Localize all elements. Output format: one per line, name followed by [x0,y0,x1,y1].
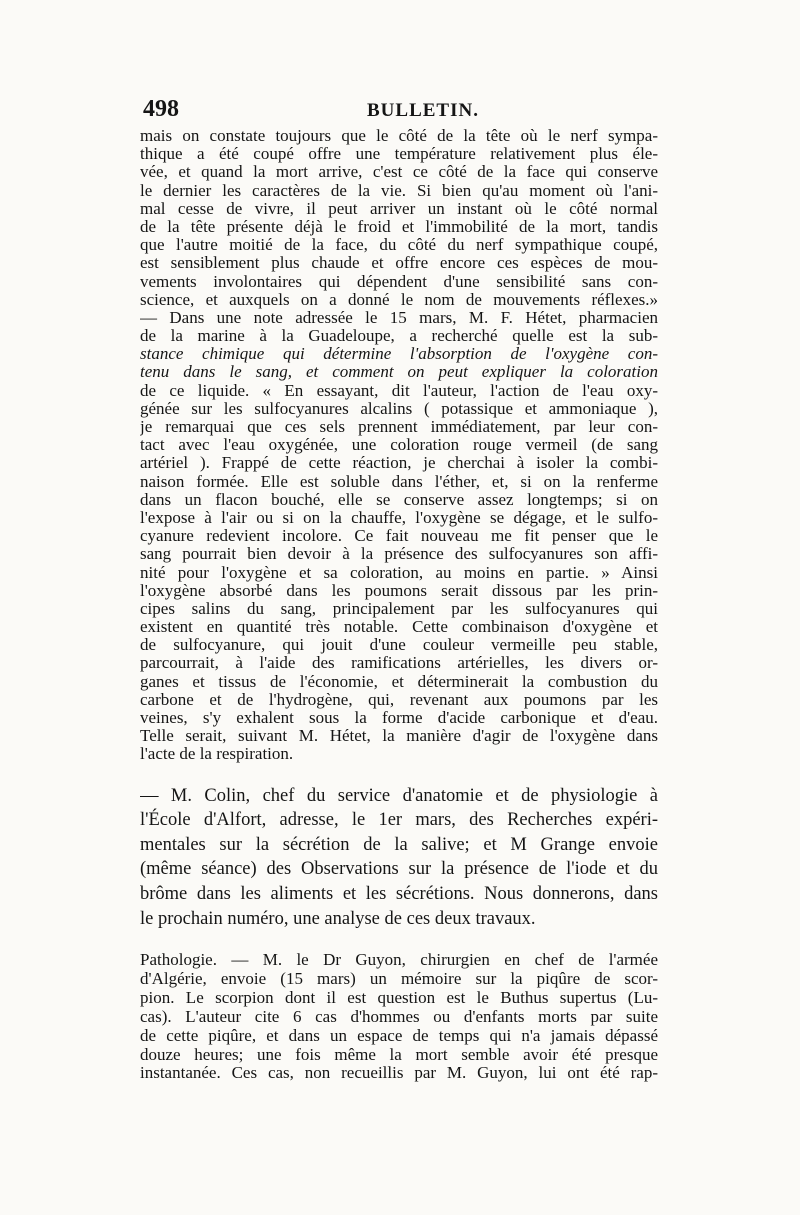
text-line: veines, s'y exhalent sous la forme d'acide carbonique et d'eau. [140,709,658,727]
text-line: le dernier les caractères de la vie. Si bien qu'au moment où l'ani- [140,181,658,200]
text-line: je remarquai que ces sels prennent immédiatement, par leur con- [140,418,658,436]
text-line: l'oxygène absorbé dans les poumons serait dissous par les prin- [140,581,658,600]
text-line: thique a été coupé offre une température relativement plus éle- [140,145,658,164]
text-line: brôme dans les aliments et les sécrétions. Nous donnerons, dans [140,883,658,904]
text-line: de la tête présente déjà le froid et l'immobilité de la mort, tandis [140,217,658,236]
text-line: naison formée. Elle est soluble dans l'éther, et, si on la renferme [140,472,658,491]
paragraph [140,951,658,1083]
text-line: stance chimique qui détermine l'absorption de l'oxygène con- [140,345,658,364]
text-line: pion. Le scorpion dont il est question est le Buthus supertus (Lu- [140,988,658,1007]
text-line: l'acte de la respiration. [140,745,294,764]
text-line: instantanée. Ces cas, non recueillis par M. Guyon, lui ont été rap- [140,1064,658,1083]
text-line: Telle serait, suivant M. Hétet, la manière d'agir de l'oxygène dans [140,727,658,746]
text-line: génée sur les sulfocyanures alcalins ( potassique et ammoniaque ), [140,399,658,418]
text-line: ganes et tissus de l'économie, et déterminerait la combustion du [140,672,658,691]
text-line: vée, et quand la mort arrive, c'est ce côté de la face qui conserve [140,163,658,182]
text-line: de sulfocyanure, qui jouit d'une couleur vermeille peu stable, [140,636,658,655]
text-line: dans un flacon bouché, elle se conserve assez longtemps; si on [140,490,658,509]
text-line: cyanure redevient incolore. Ce fait nouveau me fit penser que le [140,527,658,546]
text-line: cipes salins du sang, principalement par les sulfocyanures qui [140,599,658,618]
text-line: — M. Colin, chef du service d'anatomie et de physiologie à [140,785,658,806]
text-line: vements involontaires qui dépendent d'une sensibilité sans con- [140,272,658,291]
text-line: est sensiblement plus chaude et offre encore ces espèces de mou- [140,254,658,273]
text-line: de la marine à la Guadeloupe, a recherché quelle est la sub- [140,327,658,346]
paragraph [140,784,658,932]
paragraph [140,127,658,764]
text-line: que l'autre moitié de la face, du côté du nerf sympathique coupé, [140,236,658,255]
page-body [140,127,658,1083]
text-line: de cette piqûre, et dans un espace de temps qui n'a jamais dépassé [140,1026,658,1045]
text-line: (même séance) des Observations sur la présence de l'iode et du [140,859,658,880]
text-line: l'expose à l'air ou si on la chauffe, l'oxygène se dégage, et le sulfo- [140,508,658,527]
text-line: de ce liquide. « En essayant, dit l'auteur, l'action de l'eau oxy- [140,381,658,400]
text-line: mentales sur la sécrétion de la salive; et M Grange envoie [140,834,658,855]
text-line: cas). L'auteur cite 6 cas d'hommes ou d'enfants morts par suite [140,1007,658,1026]
text-line: sang pourrait bien devoir à la présence des sulfocyanures son affi- [140,545,658,564]
text-line: le prochain numéro, une analyse de ces deux travaux. [140,908,536,929]
text-line: mal cesse de vivre, il peut arriver un instant où le côté normal [140,199,658,218]
text-line: tact avec l'eau oxygénée, une coloration rouge vermeil (de sang [140,436,658,455]
text-line: existent en quantité très notable. Cette combinaison d'oxygène et [140,618,658,637]
text-line: carbone et de l'hydrogène, qui, revenant aux poumons par les [140,690,658,709]
text-line: mais on constate toujours que le côté de la tête où le nerf sympa- [140,127,658,145]
page-number: 498 [143,96,179,122]
page-header [143,96,658,126]
running-title: BULLETIN. [367,100,479,121]
text-line: science, et auxquels on a donné le nom de mouvements réflexes.» [140,290,658,309]
text-line: tenu dans le sang, et comment on peut expliquer la coloration [140,363,658,382]
text-line: — Dans une note adressée le 15 mars, M. F. Hétet, pharmacien [140,308,658,327]
text-line: parcourrait, à l'aide des ramifications artérielles, les divers or- [140,654,658,673]
text-line: douze heures; une fois même la mort semble avoir été presque [140,1045,658,1064]
text-line: l'École d'Alfort, adresse, le 1er mars, des Recherches expéri- [140,810,658,831]
text-line: artériel ). Frappé de cette réaction, je cherchai à isoler la combi- [140,454,658,473]
text-line: Pathologie. — M. le Dr Guyon, chirurgien en chef de l'armée [140,951,658,970]
text-line: d'Algérie, envoie (15 mars) un mémoire sur la piqûre de scor- [140,970,658,989]
text-line: nité pour l'oxygène et sa coloration, au moins en partie. » Ainsi [140,563,658,582]
